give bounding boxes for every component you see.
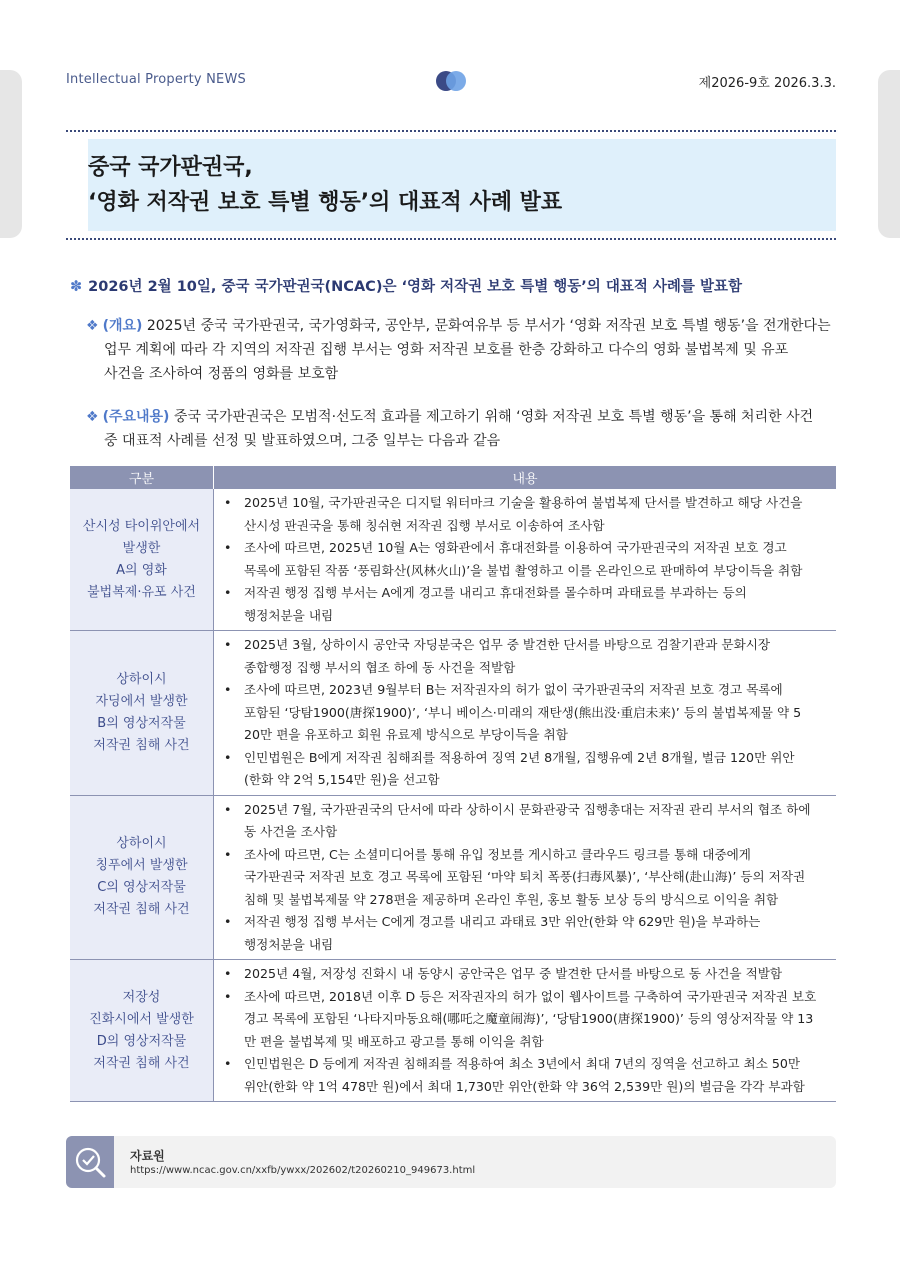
bullet-dot-icon: •: [224, 1056, 232, 1071]
case-category-line: D의 영상저작물: [96, 1033, 187, 1049]
case-detail-list: [222, 634, 832, 792]
overview-paragraph: [86, 314, 836, 386]
case-category-line: 저작권 침해 사건: [93, 1055, 190, 1071]
case-category-line: 저작권 침해 사건: [93, 737, 190, 753]
list-item-line: 인민법원은 D 등에게 저작권 침해죄를 적용하여 최소 3년에서 최대 7년의 징역을 선고하고 최소 50만: [244, 1056, 801, 1071]
list-item-line: 2025년 10월, 국가판권국은 디지털 워터마크 기술을 활용하여 불법복제 단서를 발견하고 해당 사건을: [244, 495, 803, 510]
source-label: 자료원: [130, 1149, 165, 1163]
list-item-line: 종합행정 집행 부서의 협조 하에 동 사건을 적발함: [244, 659, 516, 675]
issue-number-date: 제2026-9호 2026.3.3.: [698, 76, 836, 91]
main-content-paragraph: [86, 405, 836, 453]
title-top-divider: [66, 130, 836, 132]
source-box: [66, 1136, 836, 1188]
list-item: [222, 582, 832, 627]
bullet-dot-icon: •: [224, 540, 232, 555]
list-item-line: 위안(한화 약 1억 478만 원)에서 최대 1,730만 위안(한화 약 36억 2,539만 원)의 벌금을 각각 부과함: [244, 1078, 805, 1094]
case-details: [214, 631, 837, 796]
overview-line-2: 업무 계획에 따라 각 지역의 저작권 집행 부서는 영화 저작권 보호를 한층 강화하고 다수의 영화 불법복제 및 유포: [104, 342, 789, 358]
bullet-dot-icon: •: [224, 495, 232, 510]
right-edge-tab: [878, 70, 900, 238]
list-item-line: 2025년 7월, 국가판권국의 단서에 따라 상하이시 문화관광국 집행총대는 저작권 관리 부서의 협조 하에: [244, 801, 811, 817]
list-item-line: 동 사건을 조사함: [244, 824, 338, 839]
list-item-line: 목록에 포함된 작품 ‘풍림화산(风林火山)’을 불법 촬영하고 이를 온라인으로 판매하여 부당이득을 취함: [244, 562, 803, 578]
list-item: [222, 799, 832, 844]
bullet-dot-icon: •: [224, 749, 232, 765]
asterisk-icon: ✽: [70, 279, 83, 295]
page-header: [66, 72, 836, 92]
case-category: [70, 960, 214, 1102]
case-details: [214, 489, 837, 631]
list-item: [222, 747, 832, 792]
list-item: [222, 844, 832, 912]
source-url[interactable]: https://www.ncac.gov.cn/xxfb/ywxx/202602/t20260210_949673.html: [130, 1165, 476, 1176]
page-title: [88, 150, 562, 220]
table-header-row: [70, 466, 836, 489]
list-item-line: 포함된 ‘당탐1900(唐探1900)’, ‘부니 베이스·미래의 재탄생(熊出没·重启未来)’ 등의 불법복제물 약 5: [244, 704, 802, 720]
list-item: [222, 679, 832, 747]
title-box: [66, 130, 836, 240]
title-line-2: ‘영화 저작권 보호 특별 행동’의 대표적 사례 발표: [88, 190, 563, 215]
brand-name: Intellectual Property NEWS: [66, 72, 246, 87]
main-content-label: (주요내용): [102, 409, 170, 425]
title-bottom-divider: [66, 238, 836, 240]
case-category-line: 불법복제·유포 사건: [87, 584, 196, 600]
main-content-line-1: 중국 국가판권국은 모범적·선도적 효과를 제고하기 위해 ‘영화 저작권 보호 특별 행동’을 통해 처리한 사건: [169, 409, 814, 425]
case-category-line: 자딩에서 발생한: [95, 693, 188, 709]
case-category-line: A의 영화: [116, 562, 167, 578]
bullet-dot-icon: •: [224, 801, 232, 817]
left-edge-tab: [0, 70, 22, 238]
section-heading-text: 2026년 2월 10일, 중국 국가판권국(NCAC)은 ‘영화 저작권 보호 특별 행동’의 대표적 사례를 발표함: [88, 279, 742, 295]
bullet-dot-icon: •: [224, 988, 232, 1004]
cases-table: [70, 466, 836, 1102]
list-item-line: 2025년 4월, 저장성 진화시 내 동양시 공안국은 업무 중 발견한 단서를 바탕으로 동 사건을 적발함: [244, 966, 783, 981]
list-item-line: 인민법원은 B에게 저작권 침해죄를 적용하여 징역 2년 8개월, 집행유예 2년 8개월, 벌금 120만 위안: [244, 749, 795, 765]
list-item-line: 조사에 따르면, 2025년 10월 A는 영화관에서 휴대전화를 이용하여 국가판권국의 저작권 보호 경고: [244, 540, 787, 555]
list-item-line: 행정처분을 내림: [244, 607, 334, 623]
case-category-line: 칭푸에서 발생한: [95, 858, 188, 874]
case-detail-list: [222, 799, 832, 957]
case-category-line: 산시성 타이위안에서: [82, 518, 201, 534]
list-item: [222, 492, 832, 537]
case-detail-list: [222, 492, 832, 627]
list-item-line: 산시성 판권국을 통해 칭쉬현 저작권 집행 부서로 이송하여 조사함: [244, 517, 605, 533]
bullet-dot-icon: •: [224, 914, 232, 929]
case-category: [70, 631, 214, 796]
case-details: [214, 960, 837, 1102]
list-item-line: 저작권 행정 집행 부서는 C에게 경고를 내리고 과태료 3만 위안(한화 약 629만 원)을 부과하는: [244, 914, 761, 929]
overlapping-circles-logo: [433, 69, 469, 93]
case-category-line: 저장성: [122, 989, 161, 1005]
list-item-line: 침해 및 불법복제물 약 278편을 제공하며 온라인 후원, 홍보 활동 보상 등의 방식으로 이익을 취함: [244, 891, 779, 907]
column-header-category: 구분: [70, 466, 214, 489]
case-category: [70, 795, 214, 960]
table-row: [70, 795, 836, 960]
list-item: [222, 634, 832, 679]
list-item-line: 행정처분을 내림: [244, 936, 334, 952]
case-category-line: B의 영상저작물: [97, 715, 186, 731]
diamond-bullet-icon: ❖: [86, 318, 99, 334]
list-item-line: 저작권 행정 집행 부서는 A에게 경고를 내리고 휴대전화를 몰수하며 과태료를 부과하는 등의: [244, 585, 747, 600]
list-item-line: 경고 목록에 포함된 ‘나타지마동요해(哪吒之魔童闹海)’, ‘당탐1900(唐探1900)’ 등의 영상저작물 약 13: [244, 1011, 814, 1026]
list-item-line: (한화 약 2억 5,154만 원)을 선고함: [244, 772, 440, 787]
bullet-dot-icon: •: [224, 846, 232, 862]
overview-label: (개요): [102, 318, 143, 334]
list-item: [222, 986, 832, 1054]
case-category-line: 상하이시: [116, 671, 167, 687]
title-line-1: 중국 국가판권국,: [88, 155, 253, 180]
list-item: [222, 537, 832, 582]
list-item-line: 조사에 따르면, C는 소셜미디어를 통해 유입 정보를 게시하고 클라우드 링크를 통해 대중에게: [244, 846, 751, 862]
bullet-dot-icon: •: [224, 682, 232, 697]
case-category-line: 발생한: [122, 540, 161, 556]
list-item: [222, 911, 832, 956]
case-category-line: 상하이시: [116, 836, 167, 852]
list-item-line: 조사에 따르면, 2018년 이후 D 등은 저작권자의 허가 없이 웹사이트를 구축하여 국가판권국 저작권 보호: [244, 988, 817, 1004]
diamond-bullet-icon: ❖: [86, 409, 99, 425]
list-item-line: 국가판권국 저작권 보호 경고 목록에 포함된 ‘마약 퇴치 폭풍(扫毒风暴)’, ‘부산해(赴山海)’ 등의 저작권: [244, 869, 806, 884]
list-item: [222, 1053, 832, 1098]
table-row: [70, 631, 836, 796]
case-category-line: 저작권 침해 사건: [93, 902, 190, 918]
overview-line-3: 사건을 조사하여 정품의 영화를 보호함: [104, 366, 339, 382]
table-row: [70, 489, 836, 631]
case-category-line: 진화시에서 발생한: [89, 1011, 194, 1027]
table-row: [70, 960, 836, 1102]
list-item-line: 20만 편을 유포하고 회원 유료제 방식으로 부당이득을 취함: [244, 727, 568, 742]
main-content-line-2: 중 대표적 사례를 선정 및 발표하였으며, 그중 일부는 다음과 같음: [104, 433, 501, 449]
bullet-dot-icon: •: [224, 637, 232, 652]
list-item: [222, 963, 832, 986]
bullet-dot-icon: •: [224, 585, 232, 600]
section-heading: [70, 275, 840, 296]
search-document-icon: [66, 1136, 114, 1188]
list-item-line: 조사에 따르면, 2023년 9월부터 B는 저작권자의 허가 없이 국가판권국의 저작권 보호 경고 목록에: [244, 682, 783, 697]
column-header-content: 내용: [214, 466, 837, 489]
case-detail-list: [222, 963, 832, 1098]
case-category-line: C의 영상저작물: [97, 880, 186, 896]
case-category: [70, 489, 214, 631]
case-details: [214, 795, 837, 960]
list-item-line: 2025년 3월, 상하이시 공안국 자딩분국은 업무 중 발견한 단서를 바탕으로 검찰기관과 문화시장: [244, 637, 771, 652]
overview-line-1: 2025년 중국 국가판권국, 국가영화국, 공안부, 문화여유부 등 부서가 ‘영화 저작권 보호 특별 행동’을 전개한다는: [142, 318, 831, 334]
list-item-line: 만 편을 불법복제 및 배포하고 광고를 통해 이익을 취함: [244, 1033, 544, 1049]
bullet-dot-icon: •: [224, 966, 232, 981]
